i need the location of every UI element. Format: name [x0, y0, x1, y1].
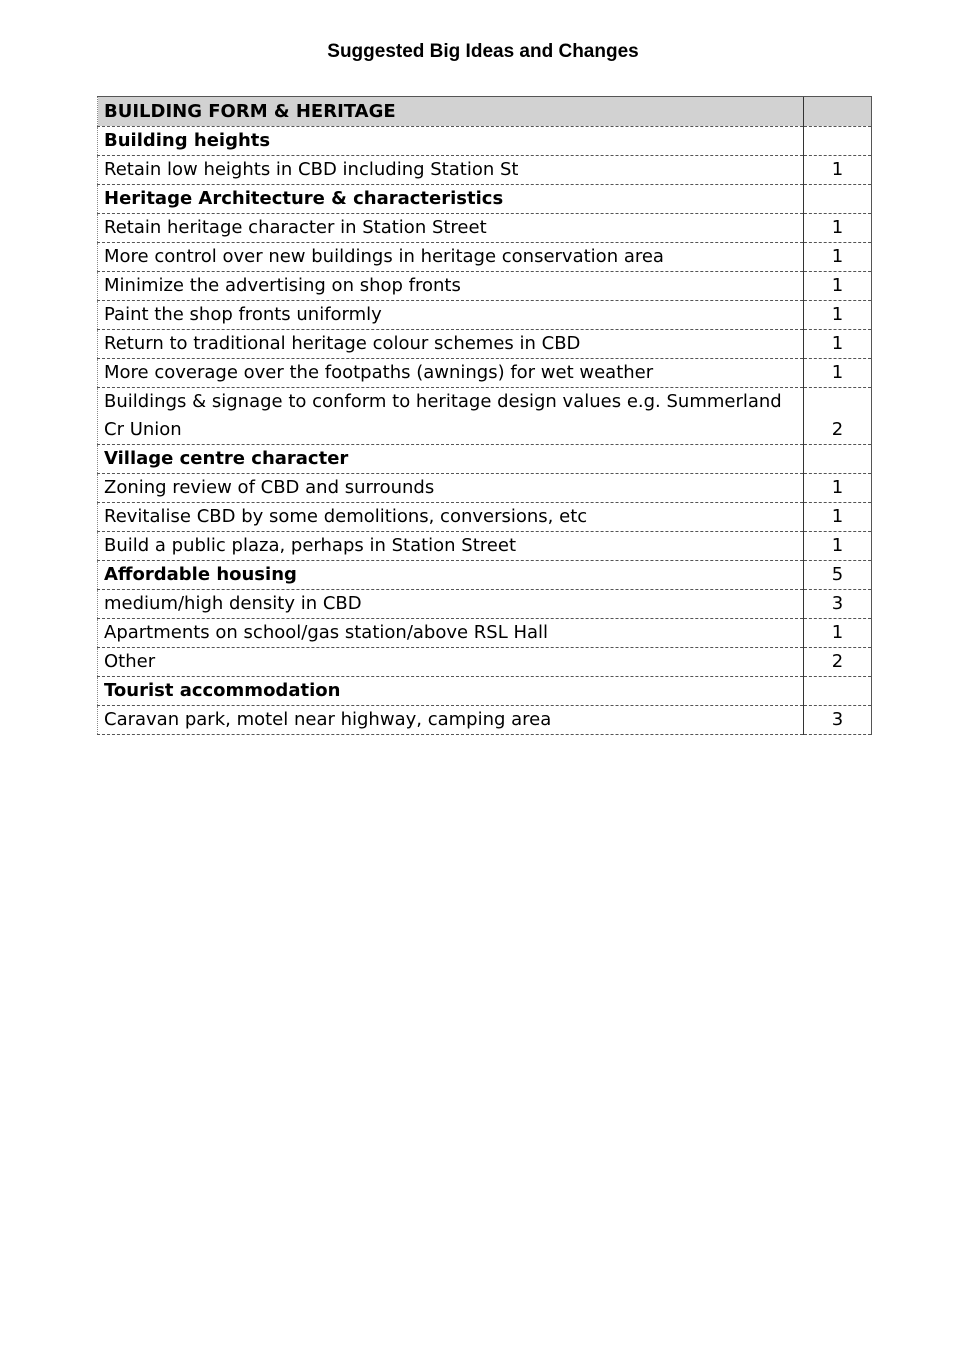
item-count: 1 — [804, 532, 872, 561]
subheading-label: Building heights — [98, 127, 804, 156]
table-row — [98, 503, 872, 532]
item-count: 1 — [804, 474, 872, 503]
item-count: 1 — [804, 214, 872, 243]
item-count — [804, 445, 872, 474]
table-row — [98, 156, 872, 185]
item-count: 1 — [804, 156, 872, 185]
item-count: 1 — [804, 330, 872, 359]
item-count: 1 — [804, 359, 872, 388]
table-row — [98, 214, 872, 243]
table-row — [98, 706, 872, 735]
subheading-row — [98, 561, 872, 590]
subheading-row — [98, 445, 872, 474]
item-description: Buildings & signage to conform to heritage design values e.g. Summerland Cr Union — [98, 388, 804, 445]
item-description: More coverage over the footpaths (awnings) for wet weather — [98, 359, 804, 388]
subheading-row — [98, 677, 872, 706]
table-row — [98, 359, 872, 388]
item-description: More control over new buildings in heritage conservation area — [98, 243, 804, 272]
table-row — [98, 474, 872, 503]
item-count: 1 — [804, 272, 872, 301]
item-description: Return to traditional heritage colour schemes in CBD — [98, 330, 804, 359]
item-count: 1 — [804, 503, 872, 532]
subheading-row — [98, 127, 872, 156]
ideas-table-body — [98, 97, 872, 735]
item-count — [804, 185, 872, 214]
item-description: Apartments on school/gas station/above RSL Hall — [98, 619, 804, 648]
item-description: Revitalise CBD by some demolitions, conversions, etc — [98, 503, 804, 532]
item-description: Build a public plaza, perhaps in Station Street — [98, 532, 804, 561]
subheading-label: Village centre character — [98, 445, 804, 474]
item-count: 1 — [804, 619, 872, 648]
table-row — [98, 388, 872, 445]
subheading-label: Heritage Architecture & characteristics — [98, 185, 804, 214]
item-count: 3 — [804, 590, 872, 619]
table-row — [98, 330, 872, 359]
item-count: 1 — [804, 301, 872, 330]
ideas-table — [97, 96, 872, 735]
subheading-label: Tourist accommodation — [98, 677, 804, 706]
item-count: 2 — [804, 388, 872, 445]
category-row — [98, 97, 872, 127]
item-count — [804, 677, 872, 706]
category-count-cell — [804, 97, 872, 127]
page-title: Suggested Big Ideas and Changes — [327, 41, 639, 62]
subheading-row — [98, 185, 872, 214]
item-description: Retain low heights in CBD including Station St — [98, 156, 804, 185]
table-row — [98, 590, 872, 619]
item-description: Other — [98, 648, 804, 677]
item-description: Zoning review of CBD and surrounds — [98, 474, 804, 503]
item-count: 1 — [804, 243, 872, 272]
item-description: Minimize the advertising on shop fronts — [98, 272, 804, 301]
table-row — [98, 619, 872, 648]
table-row — [98, 648, 872, 677]
item-count: 3 — [804, 706, 872, 735]
table-row — [98, 532, 872, 561]
item-description: Retain heritage character in Station Street — [98, 214, 804, 243]
table-row — [98, 301, 872, 330]
table-row — [98, 272, 872, 301]
item-description: medium/high density in CBD — [98, 590, 804, 619]
category-label: BUILDING FORM & HERITAGE — [98, 97, 804, 127]
item-count — [804, 127, 872, 156]
item-description: Paint the shop fronts uniformly — [98, 301, 804, 330]
item-count: 5 — [804, 561, 872, 590]
subheading-label: Affordable housing — [98, 561, 804, 590]
item-count: 2 — [804, 648, 872, 677]
table-row — [98, 243, 872, 272]
item-description: Caravan park, motel near highway, camping area — [98, 706, 804, 735]
